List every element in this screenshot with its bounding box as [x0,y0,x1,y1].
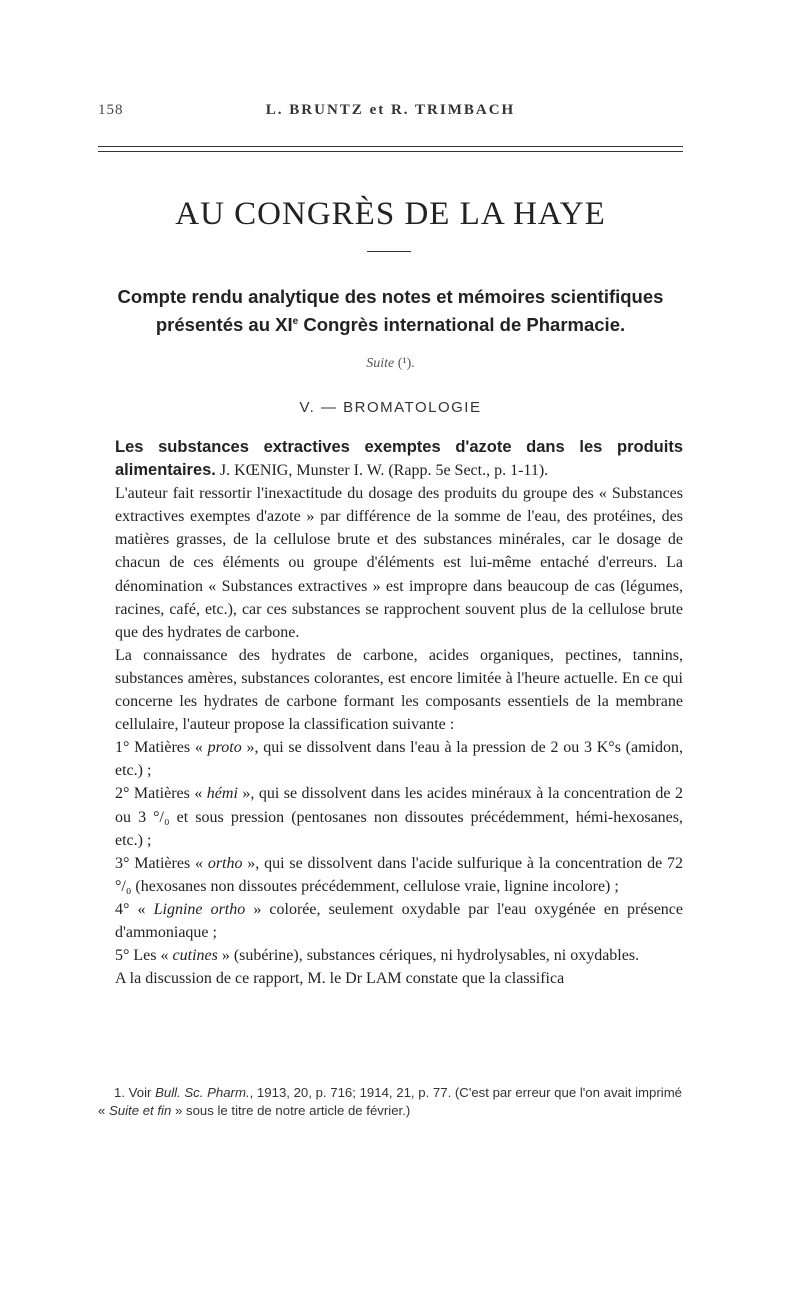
article-title: Les substances extractives exemptes d'azote dans les produits alimentaires. [115,438,683,480]
footnote [98,1084,683,1120]
paragraph-2: La connaissance des hydrates de carbone, acides organiques, pectines, tannins, substances amères, substances colorantes, est encore limitée à l'heure actuelle. En ce qui concerne les hydrates de carbone formant les composants essentiels de la membrane cellulaire, l'auteur propose la classification suivante : [115,646,683,734]
item-4-post: » colorée, seulement oxydable par l'eau oxygénée en présence d'ammoniaque ; [115,900,684,941]
paragraph-last: A la discussion de ce rapport, M. le Dr LAM constate que la classifica [115,970,565,988]
item-3-number: 3° [115,854,130,872]
item-5-number: 5° [115,947,130,965]
page-number: 158 [98,102,124,118]
suite-note [98,356,683,372]
item-1-number: 1° [115,739,130,757]
item-1-post: », qui se dissolvent dans l'eau à la pression de 2 ou 3 K°s (amidon, etc.) ; [115,739,683,780]
subtitle [98,284,683,337]
item-2-pre: Matières « [129,785,207,803]
suite-label: Suite [366,356,395,371]
footnote-end: » sous le titre de notre article de février.) [171,1103,411,1118]
footnote-text [98,1084,683,1120]
header-double-rule [98,146,683,152]
list-item-4 [115,898,683,944]
list-item-1 [115,736,683,782]
subtitle-superscript: e [292,316,299,327]
item-5-pre: Les « [129,947,173,965]
subtitle-line-2 [98,309,683,337]
item-4-number: 4° [115,900,130,918]
running-header-authors: L. BRUNTZ et R. TRIMBACH [265,102,516,118]
item-2-number: 2° [115,785,130,803]
subtitle-line-2-start: présentés au XI [155,314,293,336]
subtitle-line-2-end: Congrès international de Pharmacie. [298,314,626,336]
footnote-journal: Bull. Sc. Pharm. [155,1085,250,1100]
item-3-term: ortho [207,854,243,872]
item-1-pre: Matières « [129,739,208,757]
article-byline: J. KŒNIG, Munster I. W. (Rapp. 5e Sect., p. 1-11). [219,462,549,480]
item-4-pre: « [129,900,154,918]
page-title: AU CONGRÈS DE LA HAYE [175,196,606,232]
paragraph-1: L'auteur fait ressortir l'inexactitude du dosage des produits du groupe des « Substances extractives exemptes d'azote » par différence de la somme de l'eau, des protéines, des matières grasses, de la cellulose brute et des substances minérales, car le dosage de chacun de ces éléments ou groupe d'éléments est lui-même entaché d'erreurs. La dénomination « Substances extractives » est impropre dans beaucoup de cas (légumes, racines, café, etc.), car ces substances se rapprochent souvent plus de la cellulose brute que des hydrates de carbone. [115,485,683,641]
item-1-term: proto [207,739,242,757]
footnote-start: 1. Voir [114,1085,156,1100]
item-4-term: Lignine ortho [153,900,246,918]
item-5-term: cutines [172,947,218,965]
suite-footnote-ref: (¹). [397,356,415,371]
section-heading: V. — BROMATOLOGIE [299,399,482,416]
item-3-pre: Matières « [129,854,208,872]
item-5-post: » (subérine), substances cériques, ni hydrolysables, ni oxydables. [217,947,640,965]
footnote-middle: , 1913, 20, p. 716; 1914, 21, p. 77. (C'est par erreur que l'on avait imprimé « [98,1085,683,1118]
list-item-2 [115,782,683,851]
item-2-term: hémi [206,785,238,803]
list-item-3 [115,852,683,898]
footnote-quoted: Suite et fin [109,1103,172,1118]
running-header [98,100,683,128]
article-body [115,436,683,990]
article-lead [115,436,683,482]
item-2-post: », qui se dissolvent dans les acides minéraux à la concentration de 2 ou 3 °/₀ et sous pression (pentosanes non dissoutes précédemment, hémi-hexosanes, etc.) ; [115,785,683,849]
subtitle-line-1: Compte rendu analytique des notes et mémoires scientifiques [117,286,664,307]
title-divider [367,251,411,252]
item-3-post: », qui se dissolvent dans l'acide sulfurique à la concentration de 72 °/₀ (hexosanes non dissoutes précédemment, cellulose vraie, lignine incolore) ; [115,854,684,895]
list-item-5 [115,944,683,967]
